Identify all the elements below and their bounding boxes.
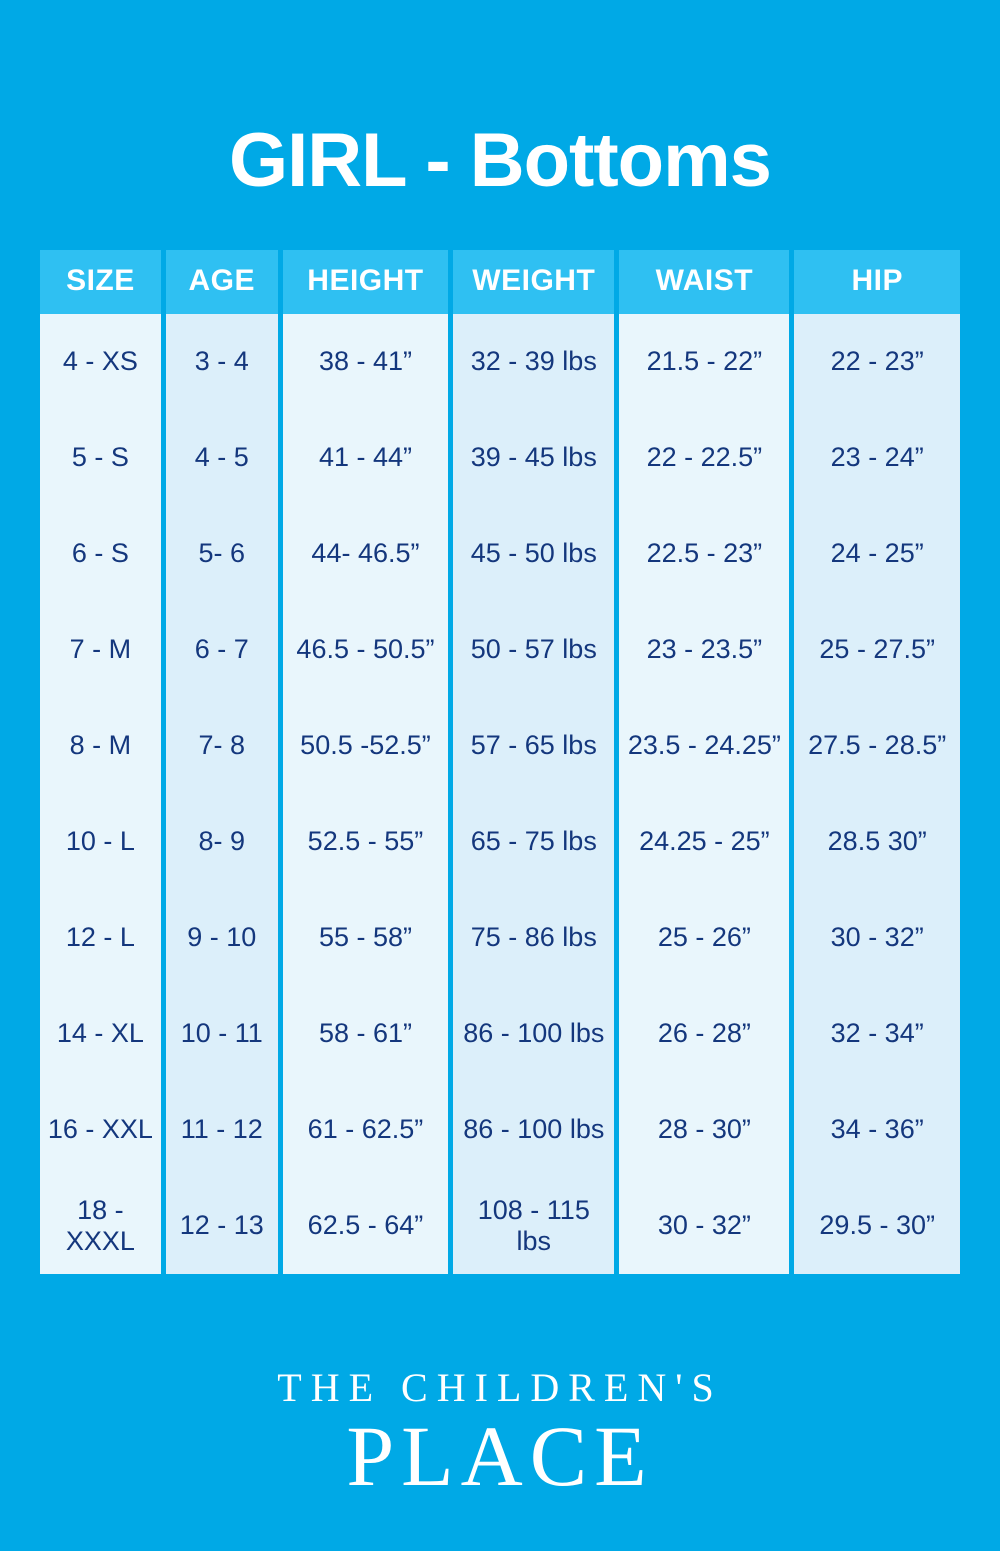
brand-logo xyxy=(0,1364,1000,1504)
cell-size: 4 - XS xyxy=(40,314,161,410)
cell-age: 10 - 11 xyxy=(166,986,278,1082)
cell-height: 46.5 - 50.5” xyxy=(283,602,449,698)
cell-height: 44- 46.5” xyxy=(283,506,449,602)
cell-age: 7- 8 xyxy=(166,698,278,794)
table-body xyxy=(40,314,960,1274)
cell-hip: 34 - 36” xyxy=(794,1082,960,1178)
cell-size: 12 - L xyxy=(40,890,161,986)
table-row xyxy=(40,890,960,986)
column-header-height: HEIGHT xyxy=(283,250,449,314)
cell-height: 62.5 - 64” xyxy=(283,1178,449,1274)
cell-waist: 21.5 - 22” xyxy=(619,314,789,410)
cell-waist: 22 - 22.5” xyxy=(619,410,789,506)
cell-weight: 86 - 100 lbs xyxy=(453,986,614,1082)
cell-weight: 50 - 57 lbs xyxy=(453,602,614,698)
size-table-container xyxy=(35,250,965,1274)
cell-size: 14 - XL xyxy=(40,986,161,1082)
table-row xyxy=(40,794,960,890)
cell-age: 6 - 7 xyxy=(166,602,278,698)
table-row xyxy=(40,314,960,410)
cell-hip: 29.5 - 30” xyxy=(794,1178,960,1274)
cell-weight: 65 - 75 lbs xyxy=(453,794,614,890)
column-header-age: AGE xyxy=(166,250,278,314)
cell-weight: 75 - 86 lbs xyxy=(453,890,614,986)
cell-weight: 32 - 39 lbs xyxy=(453,314,614,410)
cell-waist: 28 - 30” xyxy=(619,1082,789,1178)
size-chart-poster xyxy=(0,51,1000,1551)
cell-height: 38 - 41” xyxy=(283,314,449,410)
table-header-row xyxy=(40,250,960,314)
cell-age: 5- 6 xyxy=(166,506,278,602)
cell-weight: 86 - 100 lbs xyxy=(453,1082,614,1178)
cell-waist: 25 - 26” xyxy=(619,890,789,986)
cell-age: 8- 9 xyxy=(166,794,278,890)
cell-hip: 30 - 32” xyxy=(794,890,960,986)
cell-hip: 23 - 24” xyxy=(794,410,960,506)
cell-size: 6 - S xyxy=(40,506,161,602)
cell-height: 52.5 - 55” xyxy=(283,794,449,890)
cell-age: 4 - 5 xyxy=(166,410,278,506)
cell-height: 50.5 -52.5” xyxy=(283,698,449,794)
cell-age: 9 - 10 xyxy=(166,890,278,986)
cell-weight: 57 - 65 lbs xyxy=(453,698,614,794)
cell-weight: 108 - 115 lbs xyxy=(453,1178,614,1274)
cell-size: 18 - XXXL xyxy=(40,1178,161,1274)
column-header-size: SIZE xyxy=(40,250,161,314)
table-row xyxy=(40,698,960,794)
cell-size: 16 - XXL xyxy=(40,1082,161,1178)
cell-hip: 28.5 30” xyxy=(794,794,960,890)
column-header-hip: HIP xyxy=(794,250,960,314)
cell-waist: 23 - 23.5” xyxy=(619,602,789,698)
cell-height: 58 - 61” xyxy=(283,986,449,1082)
column-header-waist: WAIST xyxy=(619,250,789,314)
cell-waist: 23.5 - 24.25” xyxy=(619,698,789,794)
table-row xyxy=(40,410,960,506)
cell-age: 11 - 12 xyxy=(166,1082,278,1178)
brand-logo-line2: PLACE xyxy=(346,1407,654,1504)
cell-waist: 22.5 - 23” xyxy=(619,506,789,602)
page-title: GIRL - Bottoms xyxy=(229,117,771,203)
cell-hip: 27.5 - 28.5” xyxy=(794,698,960,794)
size-table xyxy=(35,250,965,1274)
cell-size: 8 - M xyxy=(40,698,161,794)
table-row xyxy=(40,1178,960,1274)
table-row xyxy=(40,986,960,1082)
cell-weight: 45 - 50 lbs xyxy=(453,506,614,602)
brand-logo-line1: THE CHILDREN'S xyxy=(277,1364,723,1410)
cell-waist: 26 - 28” xyxy=(619,986,789,1082)
column-header-weight: WEIGHT xyxy=(453,250,614,314)
cell-waist: 30 - 32” xyxy=(619,1178,789,1274)
cell-height: 61 - 62.5” xyxy=(283,1082,449,1178)
table-row xyxy=(40,602,960,698)
table-header xyxy=(40,250,960,314)
cell-height: 41 - 44” xyxy=(283,410,449,506)
cell-height: 55 - 58” xyxy=(283,890,449,986)
cell-age: 12 - 13 xyxy=(166,1178,278,1274)
cell-size: 7 - M xyxy=(40,602,161,698)
cell-size: 5 - S xyxy=(40,410,161,506)
cell-age: 3 - 4 xyxy=(166,314,278,410)
cell-hip: 22 - 23” xyxy=(794,314,960,410)
cell-hip: 25 - 27.5” xyxy=(794,602,960,698)
cell-size: 10 - L xyxy=(40,794,161,890)
table-row xyxy=(40,506,960,602)
cell-hip: 24 - 25” xyxy=(794,506,960,602)
cell-waist: 24.25 - 25” xyxy=(619,794,789,890)
cell-weight: 39 - 45 lbs xyxy=(453,410,614,506)
table-row xyxy=(40,1082,960,1178)
cell-hip: 32 - 34” xyxy=(794,986,960,1082)
